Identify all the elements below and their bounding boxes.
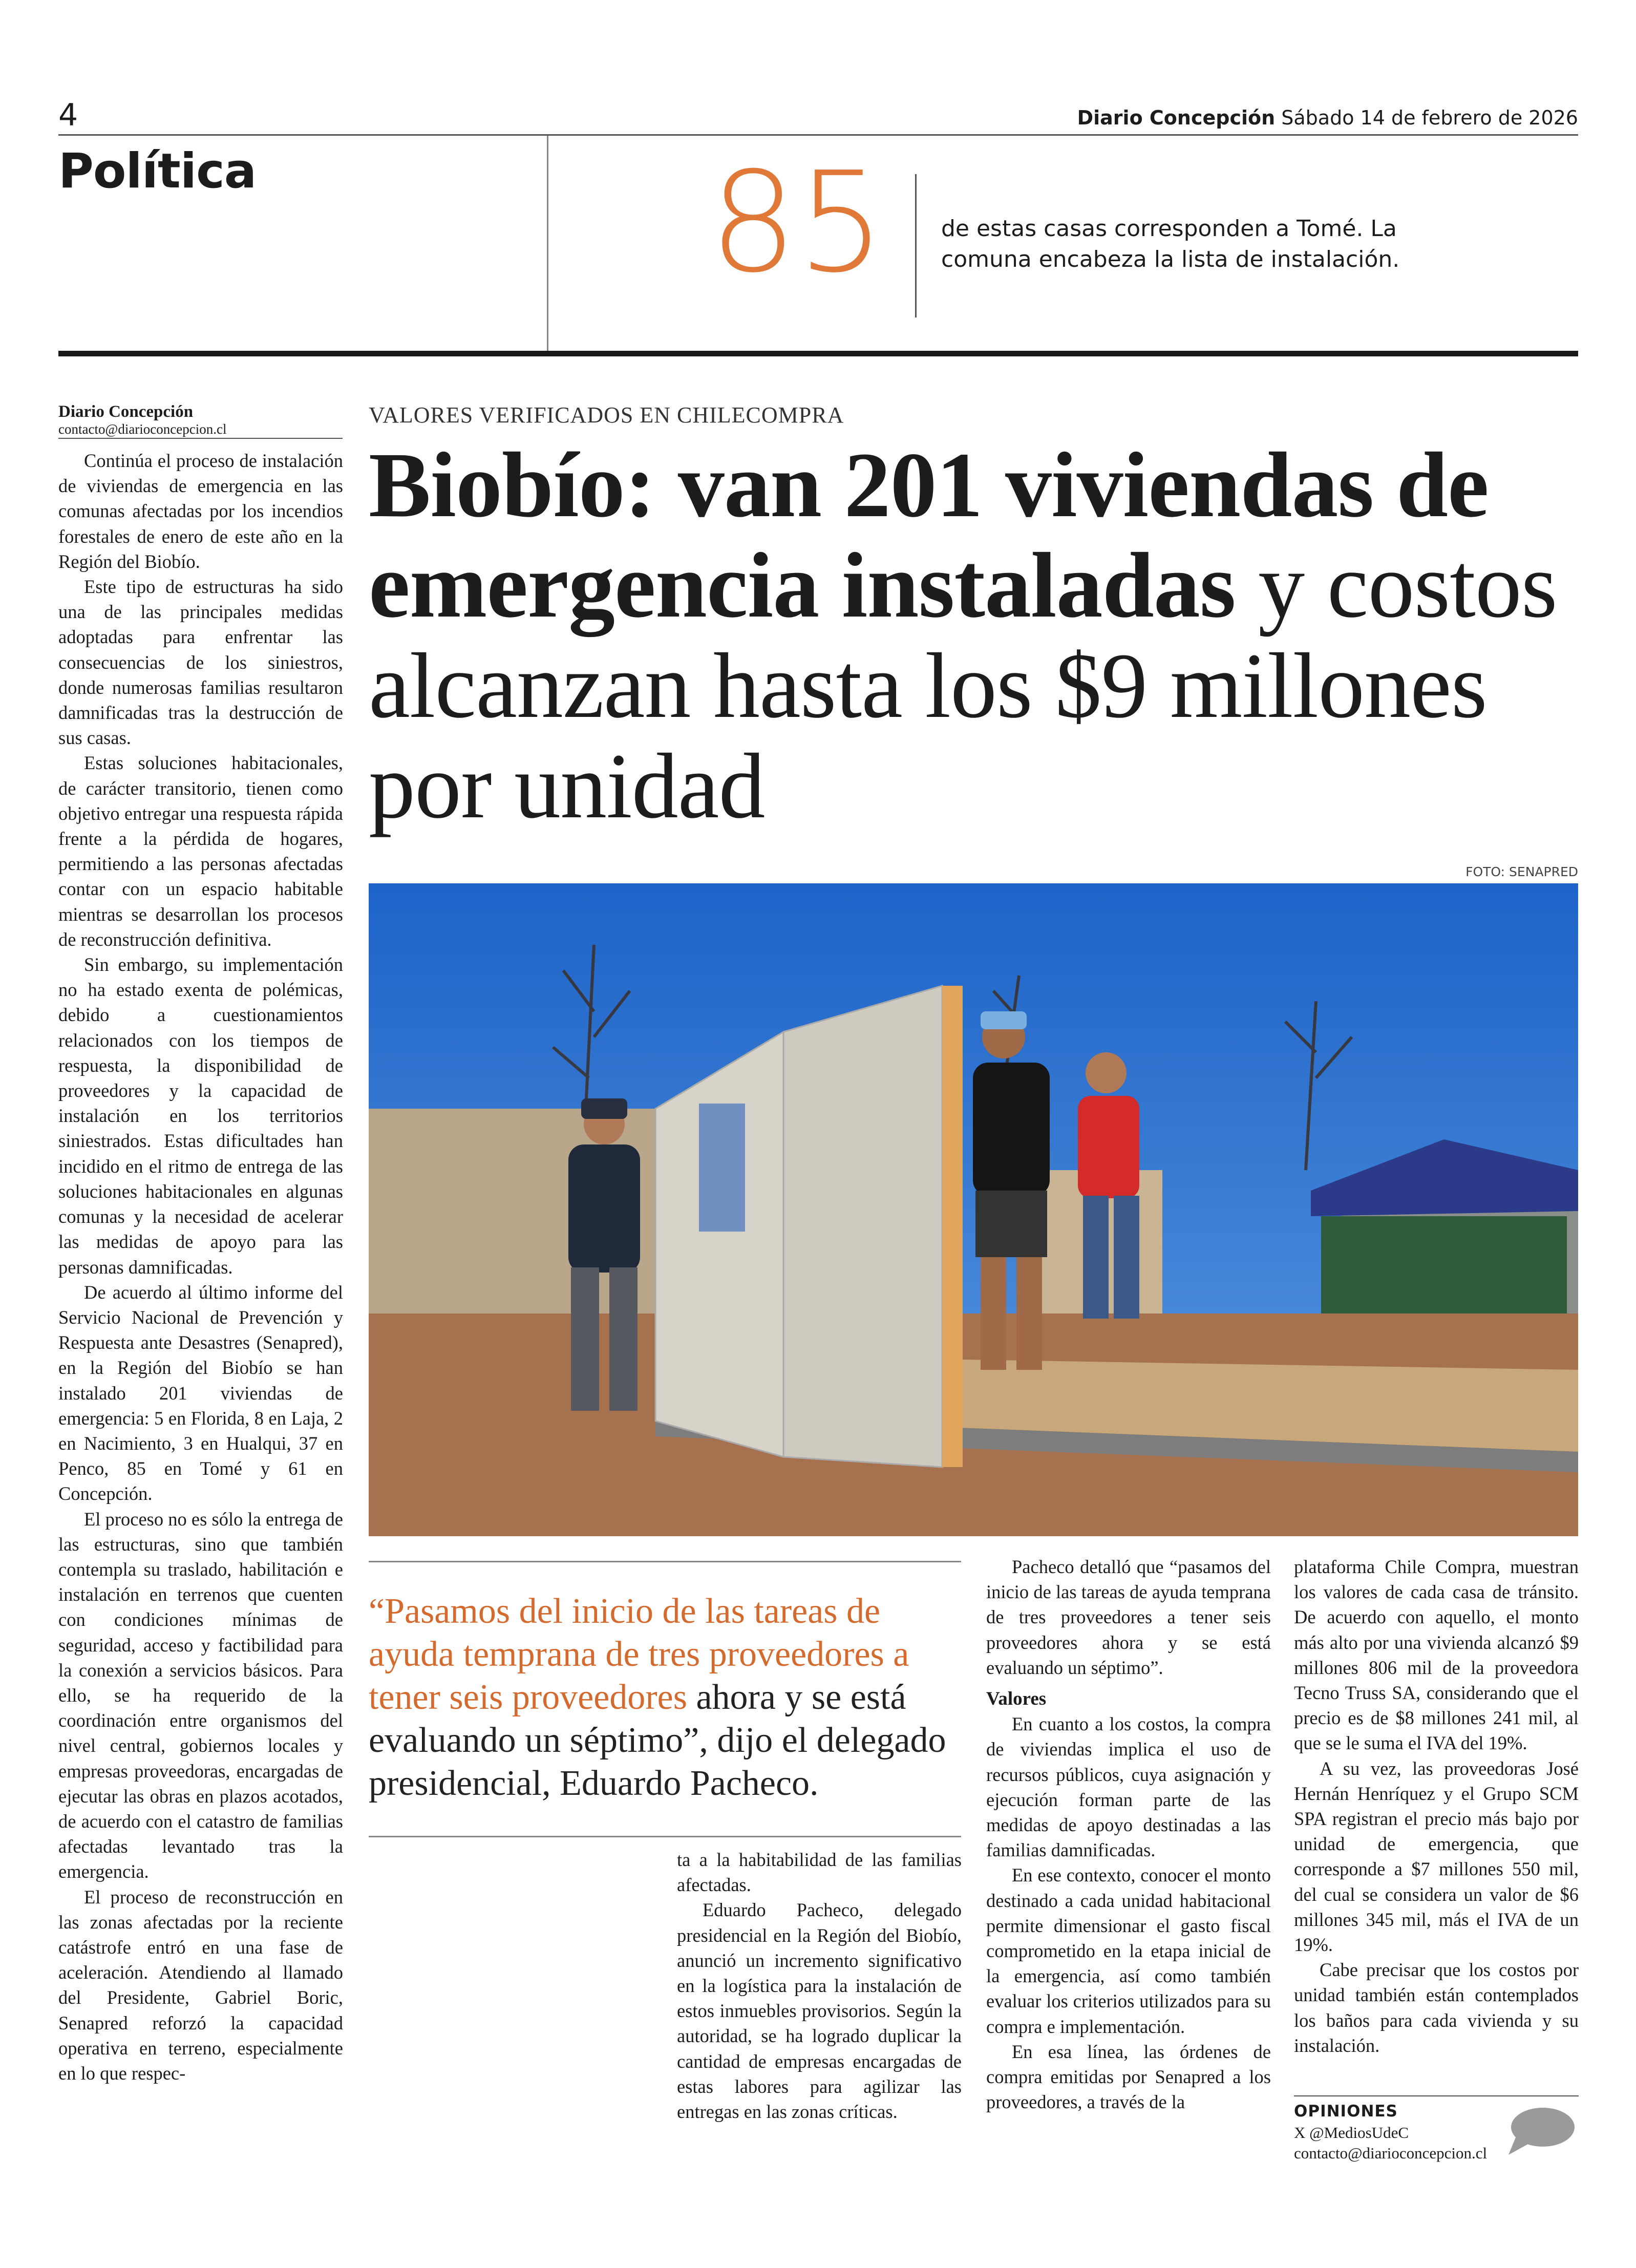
highlight-divider [915,174,917,317]
header-thick-rule [58,351,1578,356]
article-column-1 [58,448,343,2086]
article-column-3 [986,1554,1271,2114]
quote-rule-top [369,1561,961,1562]
paragraph: De acuerdo al último informe del Servicio Nacional de Prevención y Respuesta ante Desastres (Senapred), en la Región del Biobío se han instalado 201 viviendas de emergencia: 5 en Florida, 8 en Laja, 2 en Nacimiento, 3 en Hualqui, 37 en Penco, 85 en Tomé y 61 en Concepción. [58,1281,343,1504]
highlight-number: 85 [709,142,885,303]
page-number: 4 [58,97,78,133]
pull-quote-rest: ahora y se está evaluando un séptimo”, dijo el delegado presidencial, Eduardo Pacheco. [369,1678,946,1803]
pull-quote-highlight: “Pasamos del inicio de las tareas de ayuda temprana de tres proveedores a tener seis proveedores [369,1592,909,1717]
kicker: VALORES VERIFICADOS EN CHILECOMPRA [369,402,844,428]
byline-rule [58,438,343,439]
paragraph: A su vez, las proveedoras José Hernán Henríquez y el Grupo SCM SPA registran el precio más bajo por unidad de emergencia, que corresponde a $7 millones 550 mil, del cual se considera un valor de $6 millones 345 mil, más el IVA de un 19%. [1294,1757,1579,1956]
paragraph: El proceso no es sólo la entrega de las estructuras, sino que también contempla su traslado, habilitación e instalación en terrenos que cuenten con condiciones mínimas de seguridad, acceso y factibilidad para la conexión a servicios básicos. Para ello, se ha requerido de la coordinación entre organismos del nivel central, gobiernos locales y empresas proveedoras, encargadas de ejecutar las obras en plazos acotados, de acuerdo con el catastro de familias afectadas levantado tras la emergencia. [58,1508,343,1882]
paragraph: Pacheco detalló que “pasamos del inicio de las tareas de ayuda temprana de tres proveedores a tener seis proveedores ahora y se está evaluando un séptimo”. [986,1556,1271,1678]
paragraph: Eduardo Pacheco, delegado presidencial en la Región del Biobío, anunció un incremento significativo en la logística para la instalación de estos inmuebles provisorios. Según la autoridad, se ha logrado duplicar la cantidad de empresas encargadas de estas labores para agilizar las entregas en las zonas críticas. [677,1899,962,2123]
pull-quote [369,1590,961,1805]
headline-bold: Biobío: van 201 viviendas de emergencia instaladas [369,434,1489,637]
header-divider [547,136,548,353]
byline-name: Diario Concepción [58,402,194,421]
paragraph: En ese contexto, conocer el monto destinado a cada unidad habitacional permite dimensionar el gasto fiscal comprometido en la etapa inicial de la emergencia, así como también evaluar los criterios utilizados para su compra e implementación. [986,1864,1271,2037]
highlight-text: de estas casas corresponden a Tomé. La comuna encabeza la lista de instalación. [941,216,1400,272]
paragraph: plataforma Chile Compra, muestran los valores de cada casa de tránsito. De acuerdo con aquello, el monto más alto por una vivienda alcanzó $9 millones 806 mil de la proveedora Tecno Truss SA, considerando que el precio es de $8 millones 241 mil, al que se le suma el IVA del 19%. [1294,1556,1579,1754]
byline-email: contacto@diarioconcepcion.cl [58,421,227,437]
paragraph: En esa línea, las órdenes de compra emitidas por Senapred a los proveedores, a través de la [986,2041,1271,2113]
opinion-rule [1294,2095,1579,2096]
paragraph: El proceso de reconstrucción en las zonas afectadas por la reciente catástrofe entró en una fase de aceleración. Atendiendo al llamado del Presidente, Gabriel Boric, Senapred reforzó la capacidad operativa en terreno, especialmente en lo que respec- [58,1886,343,2084]
headline-light: y costos alcanzan hasta los $9 millones por unidad [369,534,1557,838]
header-rule [58,134,1578,136]
paragraph: Continúa el proceso de instalación de viviendas de emergencia en las comunas afectadas por los incendios forestales de enero de este año en la Región del Biobío. [58,450,343,572]
article-column-4 [1294,1554,1579,2058]
subheading-valores: Valores [986,1688,1047,1710]
paragraph: ta a la habitabilidad de las familias afectadas. [677,1849,962,1896]
paragraph: Cabe precisar que los costos por unidad también están contemplados los baños para cada vivienda y su instalación. [1294,1959,1579,2056]
paragraph: Este tipo de estructuras ha sido una de las principales medidas adoptadas para enfrentar las consecuencias de los siniestros, donde numerosas familias resultaron damnificadas tras la destrucción de sus casas. [58,576,343,749]
opinion-title: OPINIONES [1294,2102,1398,2121]
headline [369,435,1587,837]
quote-rule-bottom [369,1836,961,1837]
article-column-2 [677,1847,962,2124]
paper-name: Diario Concepción [1077,107,1276,129]
section-title: Política [58,143,257,199]
photo-credit: FOTO: SENAPRED [1465,864,1578,879]
article-photo [369,883,1578,1536]
paragraph: Sin embargo, su implementación no ha estado exenta de polémicas, debido a cuestionamientos relacionados con los tiempos de respuesta, la disponibilidad de proveedores y la capacidad de instalación en los territorios siniestrados. Estas dificultades han incidido en el ritmo de entrega de las soluciones habitacionales en algunas comunas y la necesidad de acelerar las medidas de apoyo para las personas damnificadas. [58,954,343,1278]
opinion-email[interactable]: contacto@diarioconcepcion.cl [1294,2144,1488,2162]
masthead [1077,107,1578,129]
paragraph: En cuanto a los costos, la compra de viviendas implica el uso de recursos públicos, cuya asignación y ejecución forman parte de las medidas de apoyo destinadas a las familias damnificadas. [986,1713,1271,1861]
speech-bubble-icon [1504,2106,1576,2157]
opinion-handle[interactable]: X @MediosUdeC [1294,2124,1409,2142]
issue-date: Sábado 14 de febrero de 2026 [1281,107,1578,129]
paragraph: Estas soluciones habitacionales, de carácter transitorio, tienen como objetivo entregar una respuesta rápida frente a la pérdida de hogares, permitiendo a las personas afectadas contar con un espacio habitable mientras se desarrollan los procesos de reconstrucción definitiva. [58,752,343,950]
